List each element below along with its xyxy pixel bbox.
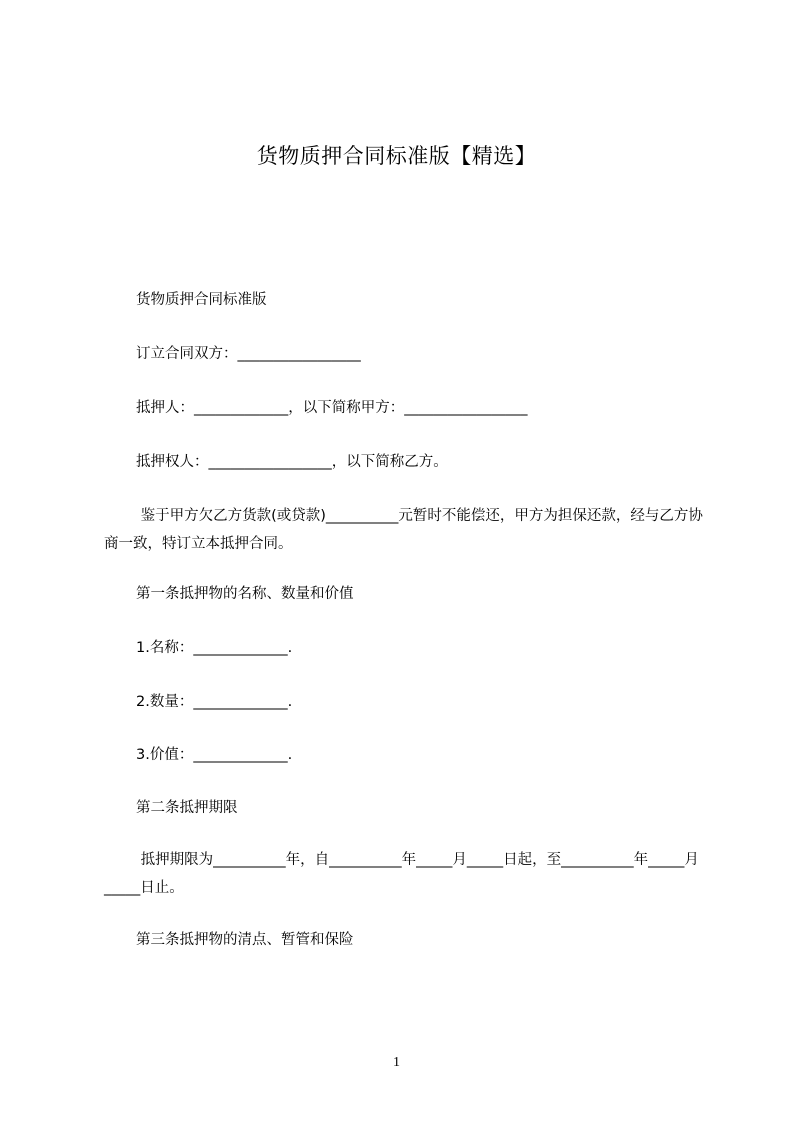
page-number: 1	[393, 1055, 400, 1070]
paragraph-parties: 订立合同双方：_________________	[136, 346, 361, 362]
list-item-value: 3.价值：_____________.	[136, 747, 293, 763]
paragraph-term: 抵押期限为__________年，自__________年_____月_____日起，至__________年_____月_____日止。	[104, 852, 699, 896]
paragraph-subtitle: 货物质押合同标准版	[136, 292, 267, 308]
list-item-quantity: 2.数量：_____________.	[136, 694, 293, 710]
paragraph-mortgagor: 抵押人：_____________，以下简称甲方：_________________	[136, 400, 528, 416]
section-heading-2: 第二条抵押期限	[136, 800, 238, 816]
list-item-name: 1.名称：_____________.	[136, 640, 293, 656]
paragraph-preamble: 鉴于甲方欠乙方货款(或贷款)__________元暂时不能偿还，甲方为担保还款，经与乙方协商一致，特订立本抵押合同。	[104, 508, 703, 552]
section-heading-1: 第一条抵押物的名称、数量和价值	[136, 586, 354, 602]
document-title: 货物质押合同标准版【精选】	[256, 144, 537, 168]
section-heading-3: 第三条抵押物的清点、暂管和保险	[136, 932, 354, 948]
paragraph-mortgagee: 抵押权人：_________________，以下简称乙方。	[136, 454, 448, 470]
